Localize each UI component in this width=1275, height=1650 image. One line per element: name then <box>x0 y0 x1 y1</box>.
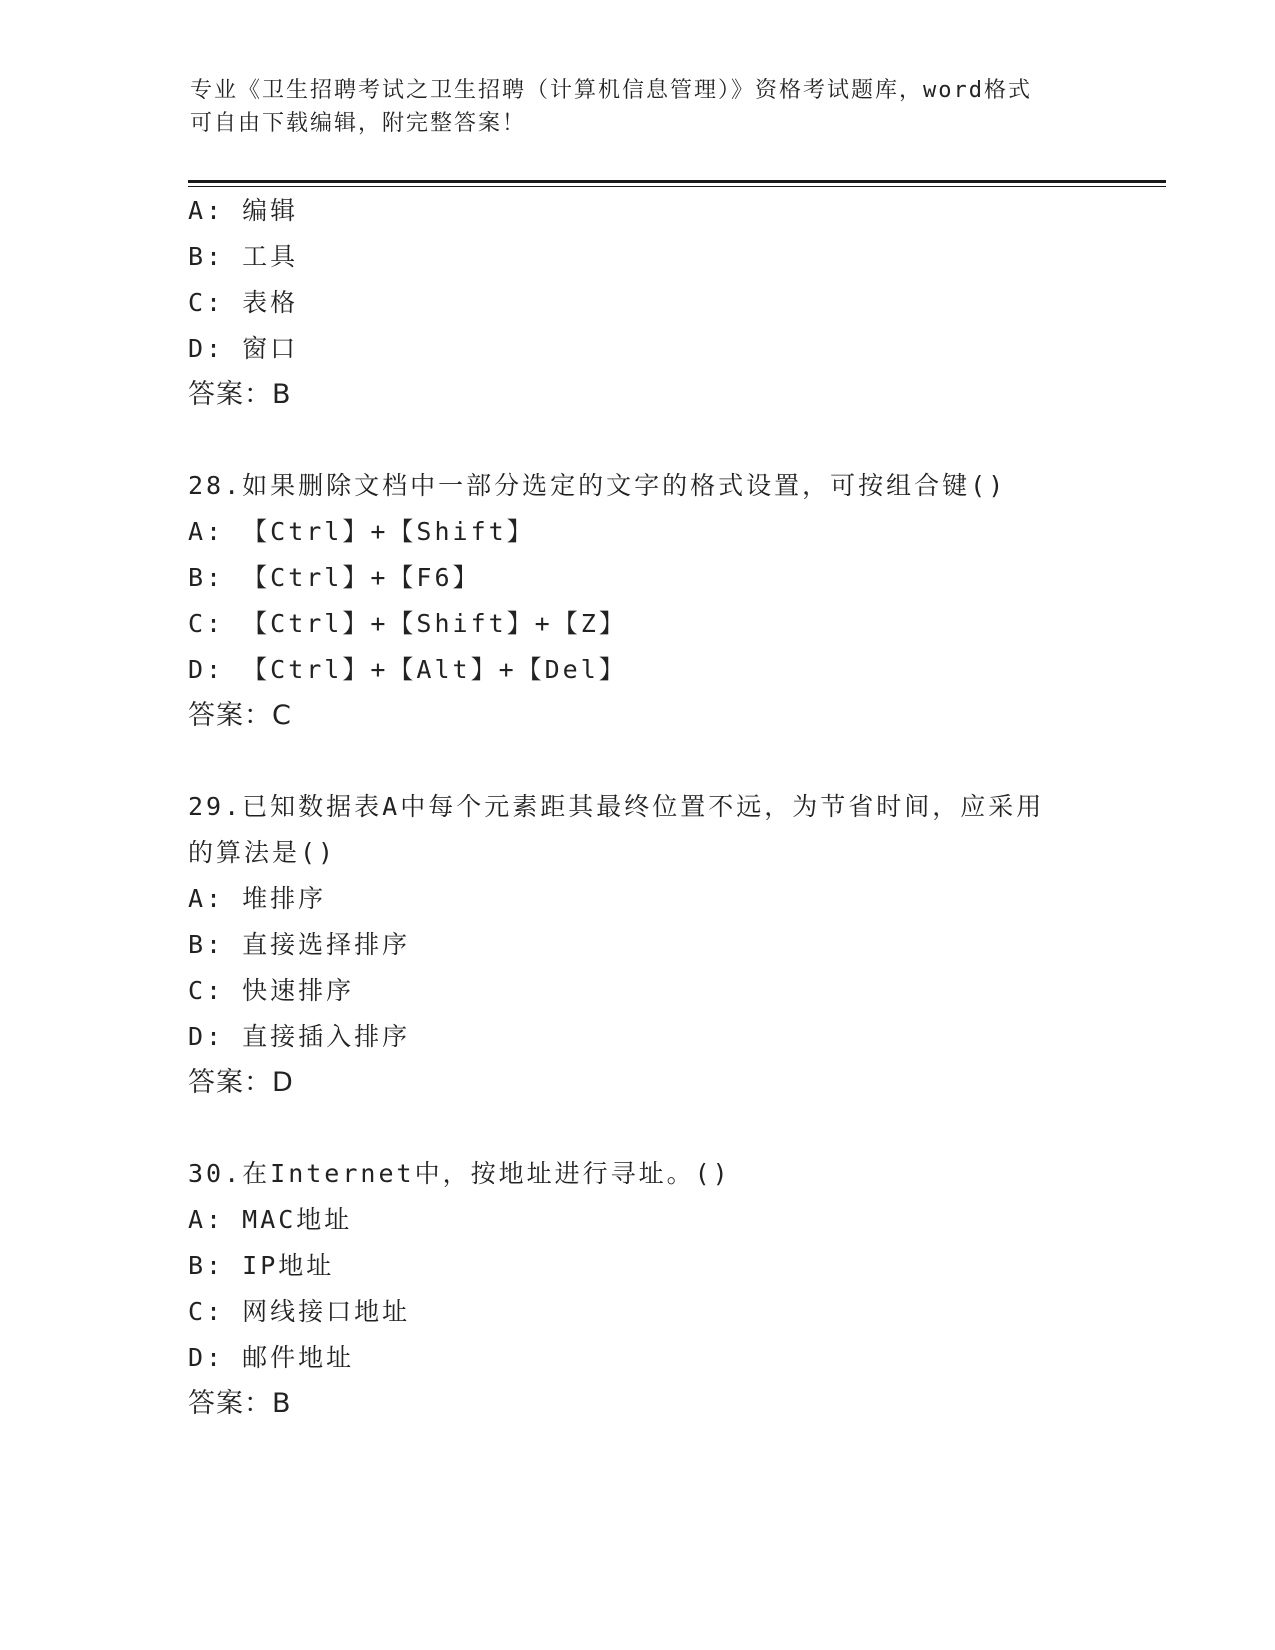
option-d: D: 窗口 <box>188 334 299 363</box>
option-d: D: 邮件地址 <box>188 1343 355 1372</box>
question-list <box>188 188 1088 1427</box>
option-b: B: 工具 <box>188 242 299 271</box>
option-c: C: 表格 <box>188 288 299 317</box>
header-rule-thick <box>188 180 1166 183</box>
option-a: A: 编辑 <box>188 196 299 225</box>
header-title-line-1: 专业《卫生招聘考试之卫生招聘（计算机信息管理）》资格考试题库，word格式 <box>190 78 1032 103</box>
header-rule-thin <box>188 186 1166 187</box>
question-28 <box>188 463 1088 739</box>
option-c: C: 网线接口地址 <box>188 1297 411 1326</box>
question-27-tail <box>188 188 1088 418</box>
answer-line: 答案：B <box>188 379 292 410</box>
option-c: C: 快速排序 <box>188 976 355 1005</box>
option-b: B: 直接选择排序 <box>188 930 411 959</box>
question-29 <box>188 784 1088 1106</box>
header-title-line-2: 可自由下载编辑，附完整答案！ <box>190 111 527 136</box>
question-text-line-2: 的算法是() <box>188 838 337 867</box>
question-spacer <box>188 739 1088 784</box>
question-text: 30.在Internet中，按地址进行寻址。() <box>188 1159 731 1188</box>
option-a: A: MAC地址 <box>188 1205 353 1234</box>
answer-line: 答案：D <box>188 1067 294 1098</box>
option-b: B: 【Ctrl】+【F6】 <box>188 563 481 592</box>
answer-line: 答案：C <box>188 700 292 731</box>
option-a: A: 【Ctrl】+【Shift】 <box>188 517 535 546</box>
option-b: B: IP地址 <box>188 1251 335 1280</box>
question-text-line-1: 29.已知数据表A中每个元素距其最终位置不远，为节省时间，应采用 <box>188 792 1045 821</box>
option-c: C: 【Ctrl】+【Shift】+【Z】 <box>188 609 627 638</box>
option-d: D: 直接插入排序 <box>188 1022 411 1051</box>
question-spacer <box>188 1106 1088 1151</box>
question-30 <box>188 1151 1088 1427</box>
question-spacer <box>188 418 1088 463</box>
document-header <box>190 74 1070 140</box>
option-d: D: 【Ctrl】+【Alt】+【Del】 <box>188 655 627 684</box>
question-text: 28.如果删除文档中一部分选定的文字的格式设置，可按组合键() <box>188 471 1007 500</box>
answer-line: 答案：B <box>188 1388 292 1419</box>
option-a: A: 堆排序 <box>188 884 327 913</box>
